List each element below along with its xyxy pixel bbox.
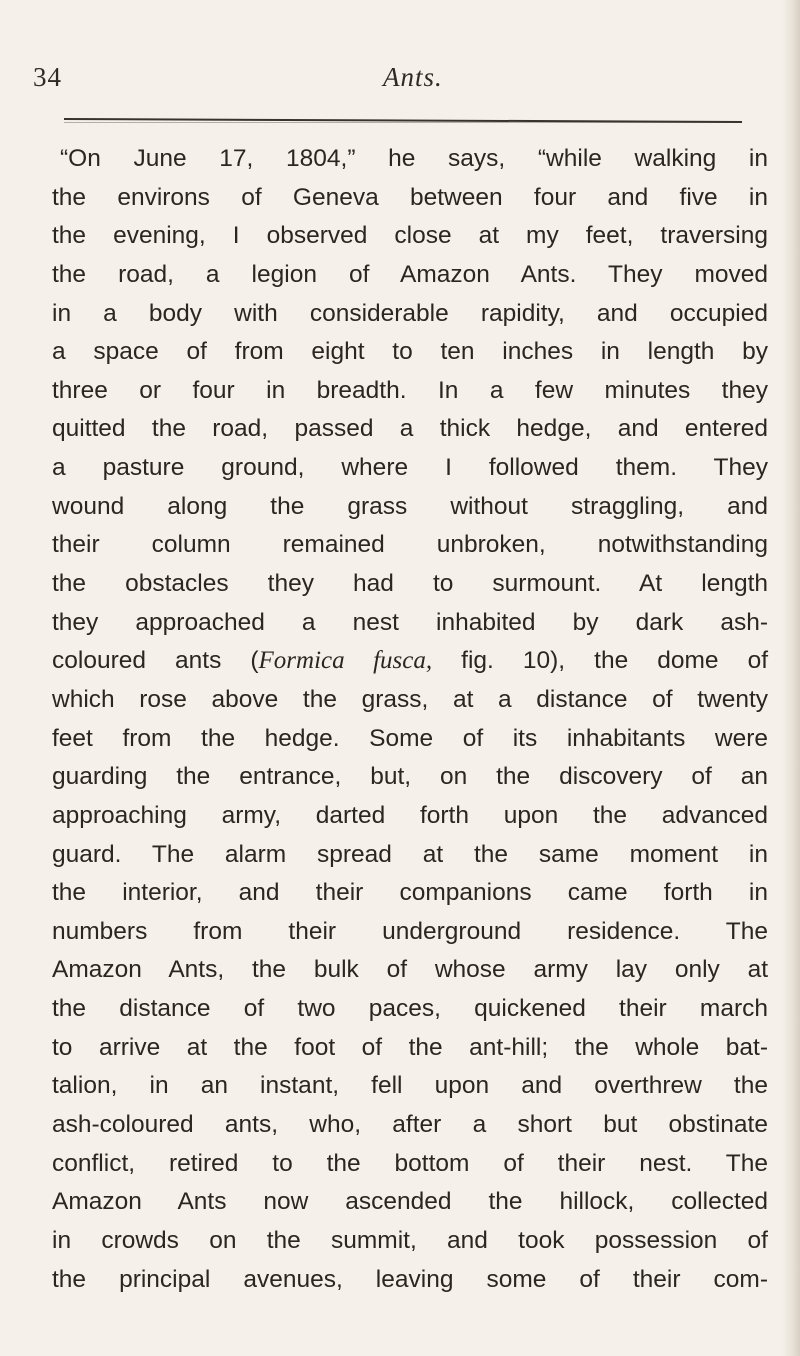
text-line: numbers from their underground residence. The: [52, 917, 768, 945]
text-line: guarding the entrance, but, on the discovery of an: [52, 763, 768, 791]
text-line-with-italic: [52, 642, 768, 681]
text-line: the road, a legion of Amazon Ants. They moved: [52, 260, 768, 288]
text-line: their column remained unbroken, notwithstanding: [52, 531, 768, 559]
page-header: [0, 62, 800, 102]
text-line: three or four in breadth. In a few minutes they: [52, 376, 768, 404]
text-line: a pasture ground, where I followed them. They: [52, 454, 768, 482]
text-line: ash-coloured ants, who, after a short but obstinate: [52, 1111, 768, 1139]
text-line: talion, in an instant, fell upon and overthrew the: [52, 1072, 768, 1100]
header-rule-shadow: [64, 122, 742, 123]
text-line: the environs of Geneva between four and five in: [52, 183, 768, 211]
text-line: Amazon Ants now ascended the hillock, collected: [52, 1188, 768, 1216]
text-line: to arrive at the foot of the ant-hill; the whole bat-: [52, 1033, 768, 1061]
text-line: in a body with considerable rapidity, and occupied: [52, 299, 768, 327]
text-line: the evening, I observed close at my feet, traversing: [52, 222, 768, 250]
line-text-after: fig. 10), the dome of: [432, 647, 769, 675]
text-line: which rose above the grass, at a distance of twenty: [52, 685, 768, 713]
page-number: 34: [33, 62, 62, 92]
text-line: Amazon Ants, the bulk of whose army lay only at: [52, 956, 768, 984]
text-line: quitted the road, passed a thick hedge, and entered: [52, 415, 768, 443]
text-line: the principal avenues, leaving some of their com-: [52, 1265, 768, 1293]
text-line: the interior, and their companions came forth in: [52, 879, 768, 907]
text-line: conflict, retired to the bottom of their nest. The: [52, 1149, 768, 1177]
text-line: they approached a nest inhabited by dark ash-: [52, 608, 768, 636]
running-title: Ants.: [383, 62, 443, 92]
text-line: approaching army, darted forth upon the advanced: [52, 801, 768, 829]
text-line: the distance of two paces, quickened their march: [52, 995, 768, 1023]
page-edge-shadow: [782, 0, 800, 1356]
text-line: guard. The alarm spread at the same moment in: [52, 840, 768, 868]
line-text-before: coloured ants (: [52, 647, 259, 675]
species-name-italic: Formica fusca,: [258, 647, 433, 675]
text-line: the obstacles they had to surmount. At length: [52, 570, 768, 598]
text-line: feet from the hedge. Some of its inhabitants were: [52, 724, 768, 752]
text-line: in crowds on the summit, and took possession of: [52, 1226, 768, 1254]
text-line: wound along the grass without straggling, and: [52, 492, 768, 520]
text-line: a space of from eight to ten inches in length by: [52, 338, 768, 366]
body-text: [52, 140, 768, 1299]
text-line: “On June 17, 1804,” he says, “while walking in: [60, 145, 768, 172]
